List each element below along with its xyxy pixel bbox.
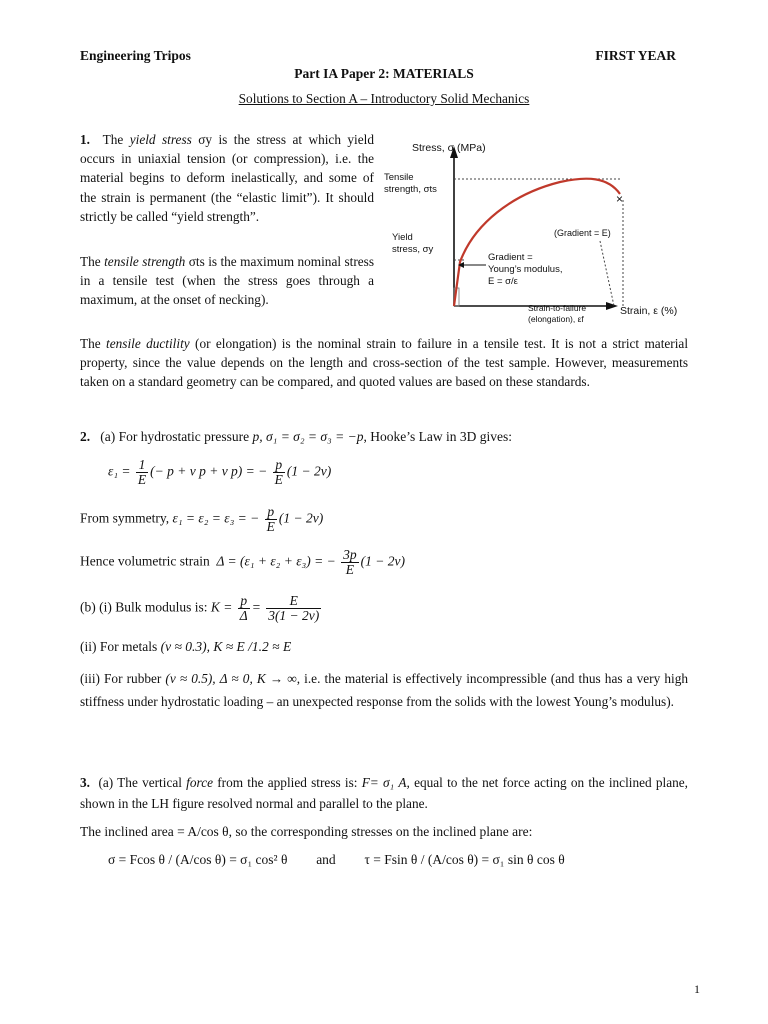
- q2-metals: [80, 637, 291, 657]
- failure-mark: ×: [616, 192, 624, 206]
- q3-p1-b: from the applied stress is:: [213, 775, 362, 790]
- header-left: Engineering Tripos: [80, 48, 191, 63]
- q3-force-math: F= σ₁ A,: [361, 775, 410, 790]
- q3-p1-a: (a) The vertical: [98, 775, 187, 790]
- page-number: 1: [694, 982, 700, 996]
- q1-p1-b: is the stress at which yield occurs in uniaxial tension (or compression), i.e. the material begins to deform inelastically, and some of the strain is permanent (the “elastic limit”). It should strictly be called “yield strength”.: [80, 132, 374, 224]
- eq1-tail: (1 − 2ν): [286, 463, 332, 479]
- y-axis-label: Stress, σ (MPa): [412, 142, 486, 154]
- header-right: FIRST YEAR: [595, 48, 676, 63]
- x-axis-label: Strain, ε (%): [620, 305, 678, 317]
- q3-paragraph-1: [80, 772, 688, 814]
- vol-tail: (1 − 2ν): [360, 553, 405, 569]
- q1-paragraph-3: [80, 334, 688, 392]
- stf-label-2: (elongation), εf: [528, 314, 584, 324]
- bulk-frac-1: $\frac{p}{\Delta}$: [239, 593, 248, 623]
- q3-paragraph-2: The inclined area = A/cos θ, so the corresponding stresses on the inclined plane are:: [80, 824, 533, 839]
- q1-p3-a: The: [80, 336, 107, 351]
- q2-eq1: [108, 458, 331, 487]
- unload-line: [600, 241, 614, 306]
- stress-strain-figure: [382, 136, 688, 332]
- symmetry-text: From symmetry,: [80, 510, 173, 526]
- q1-yield-symbol: σy: [191, 132, 219, 147]
- gradient-label-1: Gradient =: [488, 252, 533, 263]
- q2-intro-math: p, σ₁ = σ₂ = σ₃ = −p: [252, 429, 364, 444]
- bulk-text: (b) (i) Bulk modulus is:: [80, 599, 211, 615]
- stf-label-1: Strain-to-failure: [528, 303, 587, 313]
- q1-paragraph-2: [80, 252, 374, 310]
- bulk-lhs: K =: [210, 599, 233, 615]
- symmetry-math: ε₁ = ε₂ = ε₃ = −: [172, 510, 260, 526]
- eq-sigma: σ = Fcos θ / (A/cos θ) = σ₁ cos² θ: [108, 852, 288, 867]
- q3-stress-equations: [108, 850, 565, 870]
- x-axis-arrow: [606, 302, 618, 310]
- q2-intro: [80, 427, 512, 447]
- symmetry-frac: $\frac{p}{E}$: [266, 504, 275, 534]
- q3-p1-c: equal to the net force acting on the inclined plane, shown in the LH figure resolved normal and parallel to the plane.: [80, 775, 688, 811]
- q2-volumetric: [80, 548, 405, 577]
- vol-math: Δ = (ε₁ + ε₂ + ε₃) = −: [216, 553, 336, 569]
- q2-number: 2.: [80, 429, 91, 444]
- metals-math: (ν ≈ 0.3), K ≈ E /1.2 ≈ E: [160, 639, 292, 654]
- bulk-frac-2: $\frac{E}{3(1 - 2\nu)}$: [268, 593, 320, 623]
- q1-paragraph-1: [80, 130, 374, 226]
- q1-p2-b: is the maximum nominal stress in a tensile test (when the stress goes through a maximum, at the onset of necking).: [80, 254, 374, 308]
- yield-label-1: Yield: [392, 232, 413, 243]
- paper-title: Part IA Paper 2: MATERIALS: [294, 66, 474, 81]
- vol-frac: $\frac{3p}{E}$: [343, 547, 357, 577]
- eq1-mid: (− p + ν p + ν p) = −: [150, 463, 268, 479]
- eq-and: and: [316, 852, 336, 867]
- gradient-e-label: (Gradient = E): [554, 228, 611, 238]
- q2-intro-text: (a) For hydrostatic pressure: [100, 429, 253, 444]
- q1-yield-term: yield stress: [129, 132, 192, 147]
- symmetry-tail: (1 − 2ν): [278, 510, 324, 526]
- q1-ts-term: tensile strength: [104, 254, 186, 269]
- rubber-tail: , i.e. the material is effectively incompressible (and thus has a very high stiffness under hydrostatic loading – an unexpected response from the solids with the lowest Young’s modulus).: [80, 671, 688, 709]
- eq-tau: τ = Fsin θ / (A/cos θ) = σ₁ sin θ cos θ: [364, 852, 565, 867]
- ts-label-1: Tensile: [384, 172, 414, 183]
- q1-ductility-term: tensile ductility: [106, 336, 190, 351]
- q3-number: 3.: [80, 775, 90, 790]
- rubber-text: (iii) For rubber: [80, 671, 166, 686]
- q3-force-term: force: [186, 775, 213, 790]
- rubber-math: (ν ≈ 0.5), Δ ≈ 0, K → ∞: [165, 671, 297, 686]
- gradient-label-2: Young’s modulus,: [488, 264, 563, 275]
- yield-label-2: stress, σy: [392, 244, 434, 255]
- q2-symmetry: [80, 505, 323, 534]
- eq1-frac-1: $\frac{1}{E}$: [137, 457, 147, 487]
- q1-p1-a: The: [102, 132, 130, 147]
- ts-label-2: strength, σts: [384, 184, 437, 195]
- vol-text: Hence volumetric strain: [80, 553, 214, 569]
- stress-strain-curve: [454, 179, 620, 306]
- q1-ts-symbol: σts: [185, 254, 209, 269]
- q2-rubber: [80, 667, 688, 713]
- eq1-frac-2: $\frac{p}{E}$: [274, 457, 283, 487]
- q1-p3-b: (or elongation) is the nominal strain to failure in a tensile test. It is not a strict material property, since the value depends on the length and cross-section of the test sample. However, measurements taken on a standard geometry can be compared, and quoted values are based on these standards.: [80, 336, 689, 390]
- eq1-lhs: ε₁ =: [108, 463, 131, 479]
- q1-p2-a: The: [80, 254, 105, 269]
- q2-bulk: (b) (i) Bulk modulus is: K = $\frac{p}{\Delta}$ = $\frac{E}{3(1 - 2\nu)}$: [80, 593, 320, 623]
- section-title: Solutions to Section A – Introductory Solid Mechanics: [238, 91, 530, 106]
- metals-text: (ii) For metals: [80, 639, 161, 654]
- q2-intro-tail: , Hooke’s Law in 3D gives:: [363, 429, 512, 444]
- q1-number: 1.: [80, 132, 90, 147]
- gradient-label-3: E = σ/ε: [488, 276, 518, 287]
